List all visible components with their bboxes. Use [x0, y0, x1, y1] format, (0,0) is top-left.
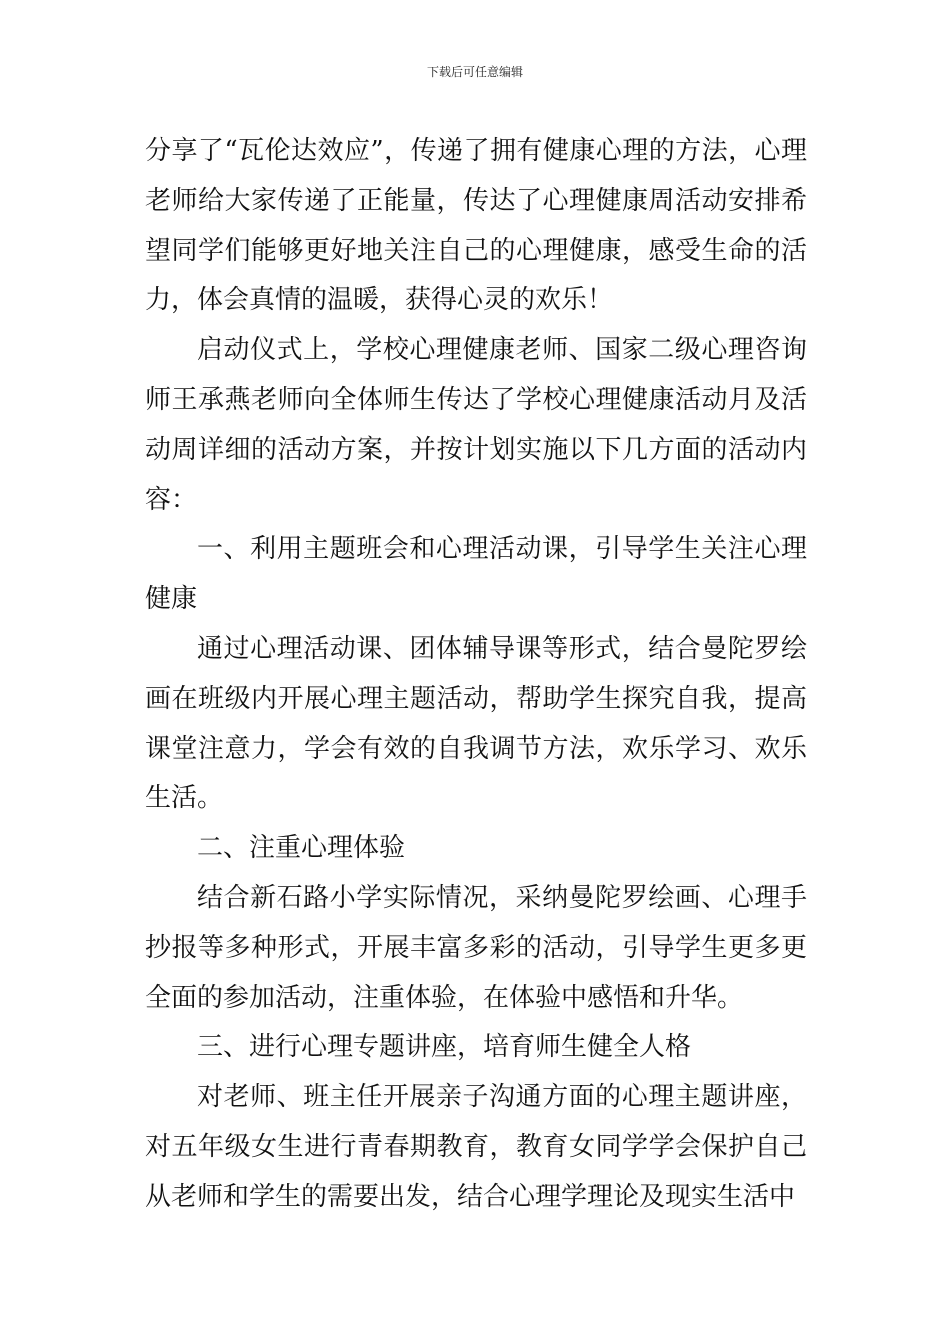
paragraph-1: 分享了“瓦伦达效应”，传递了拥有健康心理的方法，心理老师给大家传递了正能量，传达了心理健康周活动安排希望同学们能够更好地关注自己的心理健康，感受生命的活力，体会真情的温暖，获得心灵的欢乐！	[145, 136, 807, 316]
section-heading-2: 二、注重心理体验	[197, 833, 406, 864]
document-body	[145, 127, 807, 1223]
section-heading-1: 一、利用主题班会和心理活动课，引导学生关注心理健康	[145, 534, 807, 615]
page-header: 下载后可任意编辑	[426, 65, 523, 79]
section-heading-3: 三、进行心理专题讲座，培育师生健全人格	[197, 1032, 692, 1063]
paragraph-2: 启动仪式上，学校心理健康老师、国家二级心理咨询师王承燕老师向全体师生传达了学校心理健康活动月及活动周详细的活动方案，并按计划实施以下几方面的活动内容：	[145, 335, 807, 515]
paragraph-5: 对老师、班主任开展亲子沟通方面的心理主题讲座，对五年级女生进行青春期教育，教育女同学学会保护自己从老师和学生的需要出发，结合心理学理论及现实生活中	[145, 1082, 807, 1212]
paragraph-4: 结合新石路小学实际情况，采纳曼陀罗绘画、心理手抄报等多种形式，开展丰富多彩的活动，引导学生更多更全面的参加活动，注重体验，在体验中感悟和升华。	[145, 882, 807, 1013]
paragraph-3: 通过心理活动课、团体辅导课等形式，结合曼陀罗绘画在班级内开展心理主题活动，帮助学生探究自我，提高课堂注意力，学会有效的自我调节方法，欢乐学习、欢乐生活。	[145, 633, 807, 814]
